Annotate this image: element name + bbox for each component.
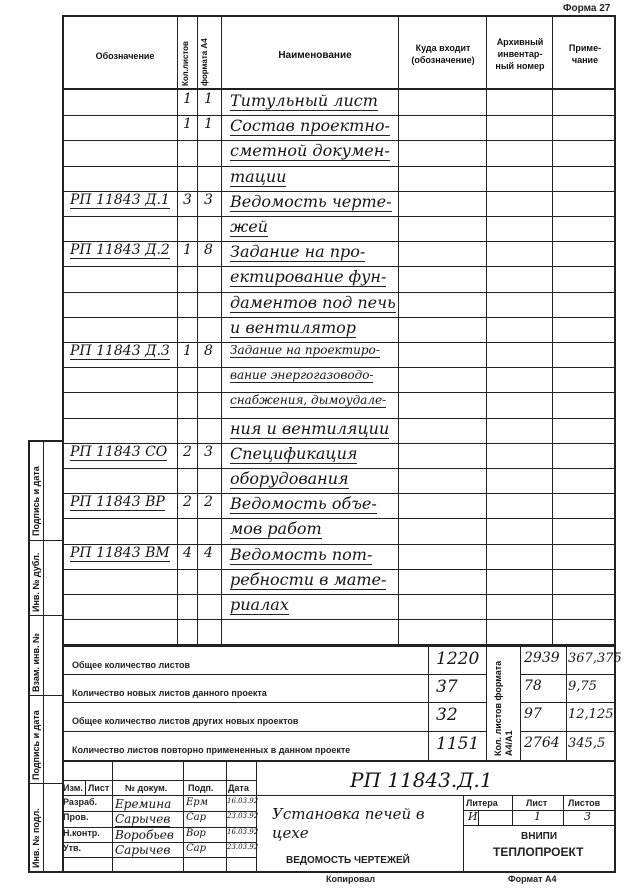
col-izm: Изм.	[63, 783, 83, 793]
row-designation: РП 11843 Д.2	[70, 242, 170, 258]
role-label: Утв.	[63, 843, 82, 853]
org-line2: ТЕПЛОПРОЕКТ	[493, 845, 584, 859]
totals-a1: 9,75	[568, 679, 597, 694]
totals-a4: 78	[524, 678, 542, 694]
header-designation: Обозначение	[95, 51, 155, 61]
row-name: риалах	[230, 595, 289, 614]
footer-format: Формат А4	[508, 874, 557, 884]
col-doc-no: № докум.	[125, 783, 168, 793]
row-format-a4: 1	[204, 116, 213, 132]
totals-a1: 12,125	[568, 707, 614, 722]
role-signature: Сар	[186, 843, 207, 854]
org-line1: ВНИПИ	[521, 831, 558, 842]
row-format-a4: 4	[204, 545, 213, 561]
row-format-a4: 8	[204, 242, 213, 258]
totals-value: 37	[436, 677, 458, 697]
document-title: ВЕДОМОСТЬ ЧЕРТЕЖЕЙ	[286, 855, 410, 866]
row-name: снабжения, дымоудале-	[230, 393, 387, 407]
row-name: и вентилятор	[230, 318, 357, 337]
totals-a4: 2764	[524, 735, 560, 751]
row-line	[62, 619, 616, 620]
row-name: Ведомость объе-	[230, 494, 377, 513]
project-code: РП 11843.Д.1	[350, 768, 493, 792]
row-sheet-count: 1	[183, 242, 192, 258]
row-name: Ведомость пот-	[230, 545, 373, 564]
role-signature: Сар	[186, 812, 207, 823]
role-name: Еремина	[115, 797, 172, 811]
role-date: 16.03.92	[227, 828, 259, 836]
role-date: 23.03.92	[227, 843, 259, 851]
totals-label: Общее количество листов других новых проектов	[72, 716, 299, 726]
totals-value: 1151	[436, 734, 480, 754]
totals-a1: 367,375	[568, 651, 622, 666]
totals-value: 1220	[436, 649, 480, 669]
role-name: Сарычев	[115, 812, 171, 826]
header-name: Наименование	[278, 50, 352, 61]
stamp-vzam: Взам. инв. №	[31, 632, 41, 692]
row-name: Состав проектно-	[230, 116, 390, 135]
stamp-sign-date-top: Подпись и дата	[31, 466, 41, 536]
totals-a4: 97	[524, 706, 542, 722]
row-line	[62, 216, 616, 217]
row-name: ния и вентиляции	[230, 419, 390, 438]
totals-label: Количество листов повторно примененных в данном проекте	[72, 745, 351, 755]
row-designation: РП 11843 ВР	[70, 494, 165, 510]
row-name: даментов под печь	[230, 293, 396, 312]
row-sheet-count: 1	[183, 91, 192, 107]
sheets-value: 3	[584, 810, 591, 823]
sheet-value: 1	[534, 810, 541, 823]
totals-a1: 345,5	[568, 736, 606, 751]
header-destination: Куда входит (обозначение)	[411, 43, 475, 65]
role-name: Воробьев	[115, 828, 174, 842]
sheets-label: Листов	[568, 798, 601, 808]
role-label: Разраб.	[63, 797, 98, 807]
header-note: Приме-чание	[568, 43, 602, 65]
role-label: Пров.	[63, 812, 89, 822]
row-sheet-count: 2	[183, 494, 192, 510]
col-date: Дата	[228, 783, 249, 793]
row-sheet-count: 3	[183, 192, 192, 208]
row-name: Задание на проектиро-	[230, 343, 380, 357]
row-line	[62, 594, 616, 595]
header-format-a4: формата А4	[200, 38, 209, 86]
stamp-inv-dup: Инв. № дубл.	[31, 552, 41, 612]
row-format-a4: 3	[204, 444, 213, 460]
totals-label: Общее количество листов	[72, 660, 191, 670]
sheet-label: Лист	[526, 798, 548, 808]
row-designation: РП 11843 СО	[70, 444, 168, 460]
totals-a4: 2939	[524, 650, 560, 666]
row-name: Титульный лист	[230, 91, 378, 110]
project-subject: Установка печей в цехе	[272, 805, 425, 842]
row-name: вание энергогазоводо-	[230, 368, 374, 382]
row-sheet-count: 1	[183, 343, 192, 359]
row-name: Ведомость черте-	[230, 192, 392, 211]
row-name: Спецификация	[230, 444, 358, 463]
row-name: тации	[230, 167, 287, 186]
role-signature: Вор	[186, 828, 206, 839]
row-name: жей	[230, 217, 268, 236]
role-date: 23.03.92	[227, 812, 259, 820]
row-line	[62, 166, 616, 167]
row-name: Задание на про-	[230, 242, 366, 261]
row-name: ребности в мате-	[230, 570, 387, 589]
stamp-inv-orig: Инв. № подл.	[31, 808, 41, 868]
role-name: Сарычев	[115, 843, 171, 857]
footer-copied: Копировал	[326, 874, 376, 884]
litera-label: Литера	[466, 798, 498, 808]
col-list: Лист	[88, 783, 110, 793]
role-signature: Ерм	[186, 797, 208, 808]
form-label: Форма 27	[563, 3, 611, 14]
role-label: Н.контр.	[63, 828, 100, 838]
stamp-sign-date-bottom: Подпись и дата	[31, 710, 41, 780]
totals-label: Количество новых листов данного проекта	[72, 688, 267, 698]
row-designation: РП 11843 ВМ	[70, 545, 170, 561]
litera-value: И	[468, 810, 478, 823]
header-archive: Архивный инвентар-ный номер	[495, 37, 545, 71]
row-line	[62, 518, 616, 519]
row-name: мов работ	[230, 519, 322, 538]
row-format-a4: 2	[204, 494, 213, 510]
row-designation: РП 11843 Д.1	[70, 192, 170, 208]
row-format-a4: 8	[204, 343, 213, 359]
row-name: оборудования	[230, 469, 349, 488]
row-sheet-count: 2	[183, 444, 192, 460]
row-name: сметной докумен-	[230, 141, 390, 160]
row-designation: РП 11843 Д.3	[70, 343, 170, 359]
row-format-a4: 3	[204, 192, 213, 208]
header-sheet-count: Кол.листов	[181, 41, 190, 86]
row-sheet-count: 4	[183, 545, 192, 561]
role-date: 16.03.92	[227, 797, 259, 805]
totals-value: 32	[436, 705, 458, 725]
row-name: ектирование фун-	[230, 267, 387, 286]
col-sign: Подп.	[188, 783, 214, 793]
row-sheet-count: 1	[183, 116, 192, 132]
totals-side-label: Кол. листов формата А4/А1	[493, 660, 514, 756]
row-format-a4: 1	[204, 91, 213, 107]
